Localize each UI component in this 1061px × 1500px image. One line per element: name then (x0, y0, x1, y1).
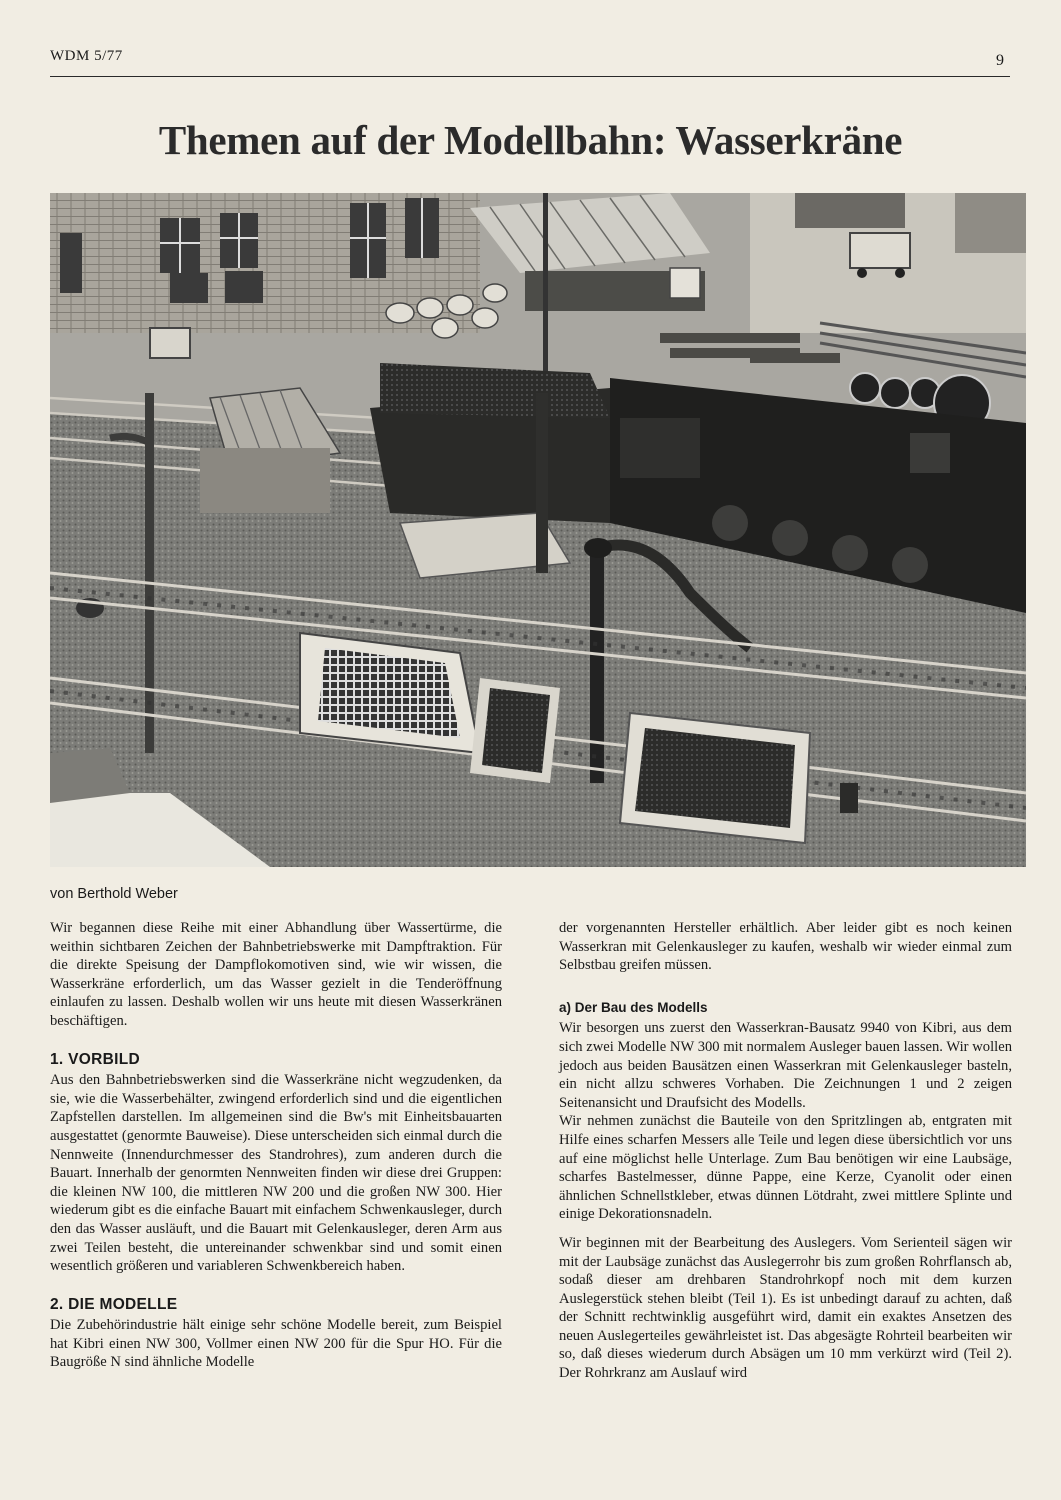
section-heading-vorbild: 1. VORBILD (50, 1050, 140, 1068)
article-title: Themen auf der Modellbahn: Wasserkräne (158, 117, 903, 163)
bau-paragraph-1: Wir besorgen uns zuerst den Wasserkran-Bausatz 9940 von Kibri, aus dem sich zwei Modelle NW 300 mit normalem Ausleger bauen lassen. Wir wollen jedoch aus beiden Bausätzen einen Wasserkran mit Gelenkausleger basteln, ein nicht allzu schweres Vorhaben. Die Zeichnungen 1 und 2 zeigen Seitenansicht und Draufsicht des Modells. (559, 1020, 1012, 1111)
section-modelle-continued: der vorgenannten Hersteller erhältlich. Aber leider gibt es noch keinen Wasserkran mit Gelenkausleger zu kaufen, weshalb wir wieder einmal zum Selbstbau greifen müssen. (559, 920, 1012, 974)
column-left (50, 919, 502, 1372)
column-right (559, 919, 1012, 1383)
byline: von Berthold Weber (50, 886, 178, 902)
intro-paragraph: Wir begannen diese Reihe mit einer Abhandlung über Wassertürme, die weithin sichtbaren Zeichen der Bahnbetriebswerke mit Dampftraktion. Für die direkte Speisung der Dampflokomotiven sind, wie wir wissen, die Wasserkräne erforderlich, um das Wasser gezielt in die Tenderöffnung einlaufen zu lassen. Deshalb wollen wir uns heute mit diesen Wasserkränen beschäftigen. (50, 920, 502, 1029)
subsection-heading-bau: a) Der Bau des Modells (559, 999, 708, 1015)
journal-issue: WDM 5/77 (50, 48, 123, 64)
section-heading-modelle: 2. DIE MODELLE (50, 1295, 178, 1313)
bau-paragraph-3: Wir beginnen mit der Bearbeitung des Auslegers. Vom Serienteil sägen wir mit der Laubsäge zunächst das Auslegerrohr bis zum großen Rohrflansch ab, sodaß dieser am drehbaren Standrohrkopf noch mit dem kurzen Auslegerstück stehen bleibt (Teil 1). Es ist unbedingt darauf zu achten, daß der Schnitt rechtwinklig ausgeführt wird, damit ein exaktes Ansetzen des neuen Auslegerteiles gewährleistet ist. Das abgesägte Rohrteil bearbeiten wir so, daß dieses wiederum durch Absägen um 10 mm verkürzt wird (Teil 2). Der Rohrkranz am Auslauf wird (559, 1234, 1012, 1382)
article-photo (50, 193, 1026, 867)
section-modelle-text: Die Zubehörindustrie hält einige sehr schöne Modelle bereit, zum Beispiel hat Kibri einen NW 300, Vollmer einen NW 200 für die Spur HO. Für die Baugröße N sind ähnliche Modelle (50, 1317, 502, 1371)
section-vorbild-text: Aus den Bahnbetriebswerken sind die Wasserkräne nicht wegzudenken, da sie, wie die Wasserbehälter, zwingend erforderlich sind und die eigentlichen Zapfstellen darstellen. Im allgemeinen sind die Bw's mit Einheitsbauarten ausgestattet (genormte Bauweise). Diese unterscheiden sich einmal durch die Nennweite (Innendurchmesser des Standrohres), zum anderen durch die Bauart. Innerhalb der genormten Nennweiten finden wir diese drei Gruppen: die kleinen NW 100, die mittleren NW 200 und die großen NW 300. Hier wiederum gibt es die einfache Bauart mit einfachem Schwenkausleger, durch den das Wasser ausläuft, und die Bauart mit Gelenkausleger, deren Arm aus zwei Teilen besteht, die untereinander schwenkbar sind und somit einen wesentlich größeren und variableren Schwenkbereich haben. (50, 1072, 502, 1275)
bau-paragraph-2: Wir nehmen zunächst die Bauteile von den Spritzlingen ab, entgraten mit Hilfe eines scharfen Messers alle Teile und legen diese übersichtlich vor uns auf eine möglichst helle Unterlage. Zum Bau benötigen wir eine Laubsäge, scharfes Bastelmesser, dünne Pappe, eine Kerze, Cyanolit oder einen ähnlichen Schnellstkleber, etwas dünnen Lötdraht, zwei mittlere Splinte und einige Dekorationsnadeln. (559, 1113, 1012, 1223)
page-number: 9 (996, 52, 1004, 69)
running-head (50, 46, 1010, 77)
